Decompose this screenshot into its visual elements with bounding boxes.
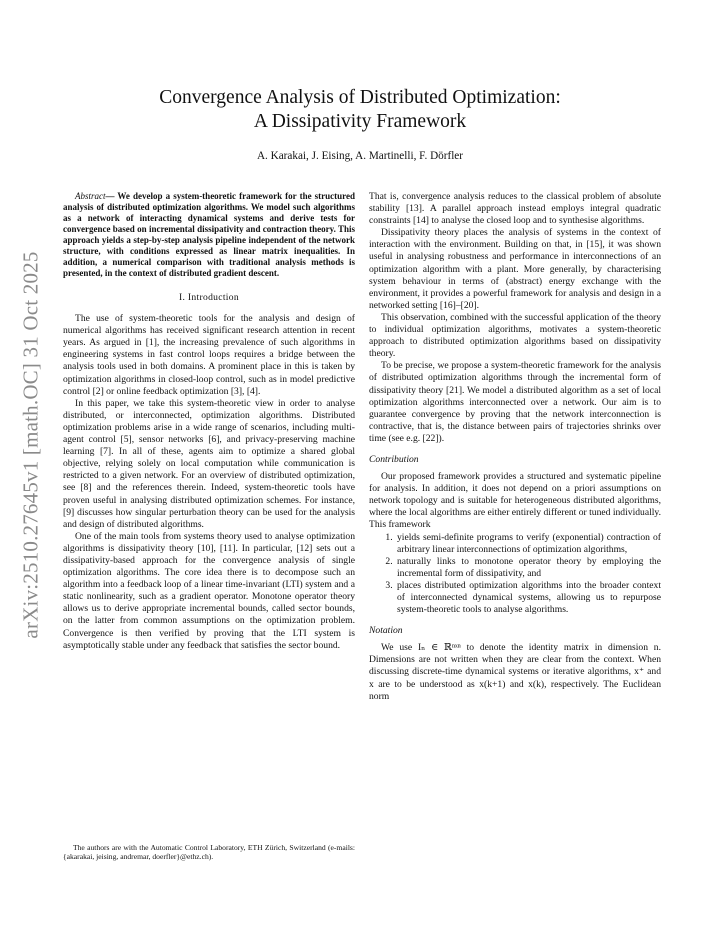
contribution-intro: Our proposed framework provides a structured and systematic pipeline for analysis. In addition, it does not depend on a priori assumptions on network topology and is suitable for heterogeneous distributed algorithms, where the local algorithms are either entirely different or tuned individually. This framework: [369, 471, 661, 531]
right-column: [369, 191, 661, 703]
left-column: [63, 191, 355, 652]
notation-heading: Notation: [369, 625, 403, 637]
contribution-item-2: 2. naturally links to monotone operator theory by employing the incremental form of dissipativity, and: [395, 556, 661, 580]
right-paragraph-2: Dissipativity theory places the analysis of systems in the context of interaction with the environment. Building on that, in [15], it was shown useful in analysing robustness and performance in interconnections of an optimization algorithm with a plant. More generally, by characterising system behaviour in terms of (abstract) energy exchange with the environment, it provides a powerful framework for analysis and design in a networked setting [16]–[20].: [369, 227, 661, 311]
intro-paragraph-3: One of the main tools from systems theory used to analyse optimization algorithms is dissipativity theory [10], [11]. In particular, [12] sets out a dissipativity-based approach for the convergence analysis of single optimization algorithms. The core idea there is to decompose such an algorithm into a feedback loop of a linear time-invariant (LTI) system and a static nonlinearity, such as a gradient operator. Monotone operator theory allows us to derive appropriate incremental bounds, called sector bounds, on the latter from common assumptions on the optimization problem. Convergence is then verified by proving that the LTI system is asymptotically stable under any feedback that satisfies the sector bound.: [63, 530, 355, 651]
author-affiliation-footnote: The authors are with the Automatic Control Laboratory, ETH Zürich, Switzerland (e-mails: {akarakai, jeising, andremar, doerfler}@ethz.ch).: [63, 843, 355, 862]
notation-paragraph: We use Iₙ ∈ ℝⁿˣⁿ to denote the identity matrix in dimension n. Dimensions are not written when they are clear from the context. When discussing discrete-time dynamical systems or iterative algorithms, x⁺ and x are to be understood as x(k+1) and x(k), respectively. The Euclidean norm: [369, 642, 661, 702]
contribution-item-3: 3. places distributed optimization algorithms into the broader context of interconnected dynamical systems, allowing us to repurpose system-theoretic tools to analyse algorithms.: [395, 580, 661, 616]
paper-title: [0, 86, 720, 134]
paper-title-line-2: A Dissipativity Framework: [253, 111, 467, 132]
right-paragraph-3: This observation, combined with the successful application of the theory to individual optimization algorithms, motivates a system-theoretic approach to distributed optimization algorithms based on dissipativity theory.: [369, 311, 661, 360]
right-paragraph-1: That is, convergence analysis reduces to the classical problem of absolute stability [13]. A parallel approach instead employs integral quadratic constraints [14] to analyse the closed loop and to synthesise algorithms.: [369, 191, 661, 227]
abstract-label: Abstract: [75, 191, 106, 201]
contribution-item-1: 1. yields semi-definite programs to verify (exponential) contraction of arbitrary linear interconnections of optimization algorithms,: [395, 532, 661, 556]
author-list: A. Karakai, J. Eising, A. Martinelli, F. Dörfler: [256, 150, 464, 162]
abstract: [63, 191, 355, 279]
contribution-list: [369, 532, 661, 617]
abstract-text: — We develop a system-theoretic framework for the structured analysis of distributed optimization algorithms. We model such algorithms as a network of interacting dynamical systems and derive tests for convergence based on incremental dissipativity and contraction theory. This approach yields a step-by-step analysis pipeline independent of the network structure, with conditions expressed as linear matrix inequalities. In addition, a numerical comparison with traditional analysis methods is presented, in the context of distributed gradient descent.: [63, 191, 355, 278]
paper-title-line-1: Convergence Analysis of Distributed Optimization:: [159, 87, 561, 108]
intro-paragraph-1: The use of system-theoretic tools for the analysis and design of numerical algorithms has received significant research attention in recent years. As argued in [1], the increasing prevalence of such algorithms in engineering systems in fast control loops requires a bridge between the analysis tools used in both domains. A prominent place in this is taken by optimization algorithms in closed-loop control, such as in model predictive control [2] or online feedback optimization [3], [4].: [63, 313, 355, 397]
arxiv-identifier-text: arXiv:2510.27645v1 [math.OC] 31 Oct 2025: [18, 251, 43, 639]
intro-paragraph-2: In this paper, we take this system-theoretic view in order to analyse distributed, or interconnected, optimization algorithms. Distributed optimization problems arise in a wide range of scenarios, including multi-agent control [5], sensor networks [6], and privacy-preserving machine learning [7]. In all of these, agents aim to optimize a shared global objective, relying solely on local computation while communication is restricted to a given network. For an overview of distributed optimization, see [8] and the references therein. Indeed, system-theoretic tools have proven useful in analysing distributed optimization schemes. For instance, [9] discusses how singular perturbation theory can be used for the analysis and design of distributed algorithms.: [63, 397, 355, 530]
arxiv-identifier: [19, 210, 43, 680]
section-introduction-heading: I. Introduction: [179, 292, 239, 303]
contribution-heading: Contribution: [369, 453, 419, 465]
right-paragraph-4: To be precise, we propose a system-theoretic framework for the analysis of distributed optimization algorithms through the incremental form of dissipativity theory [21]. We model a distributed algorithm as a set of local optimization algorithms interconnected over a network. Our aim is to guarantee convergence by proving that the network interconnection is contractive, that is, the distance between pairs of trajectories shrinks over time (see e.g. [22]).: [369, 360, 661, 444]
